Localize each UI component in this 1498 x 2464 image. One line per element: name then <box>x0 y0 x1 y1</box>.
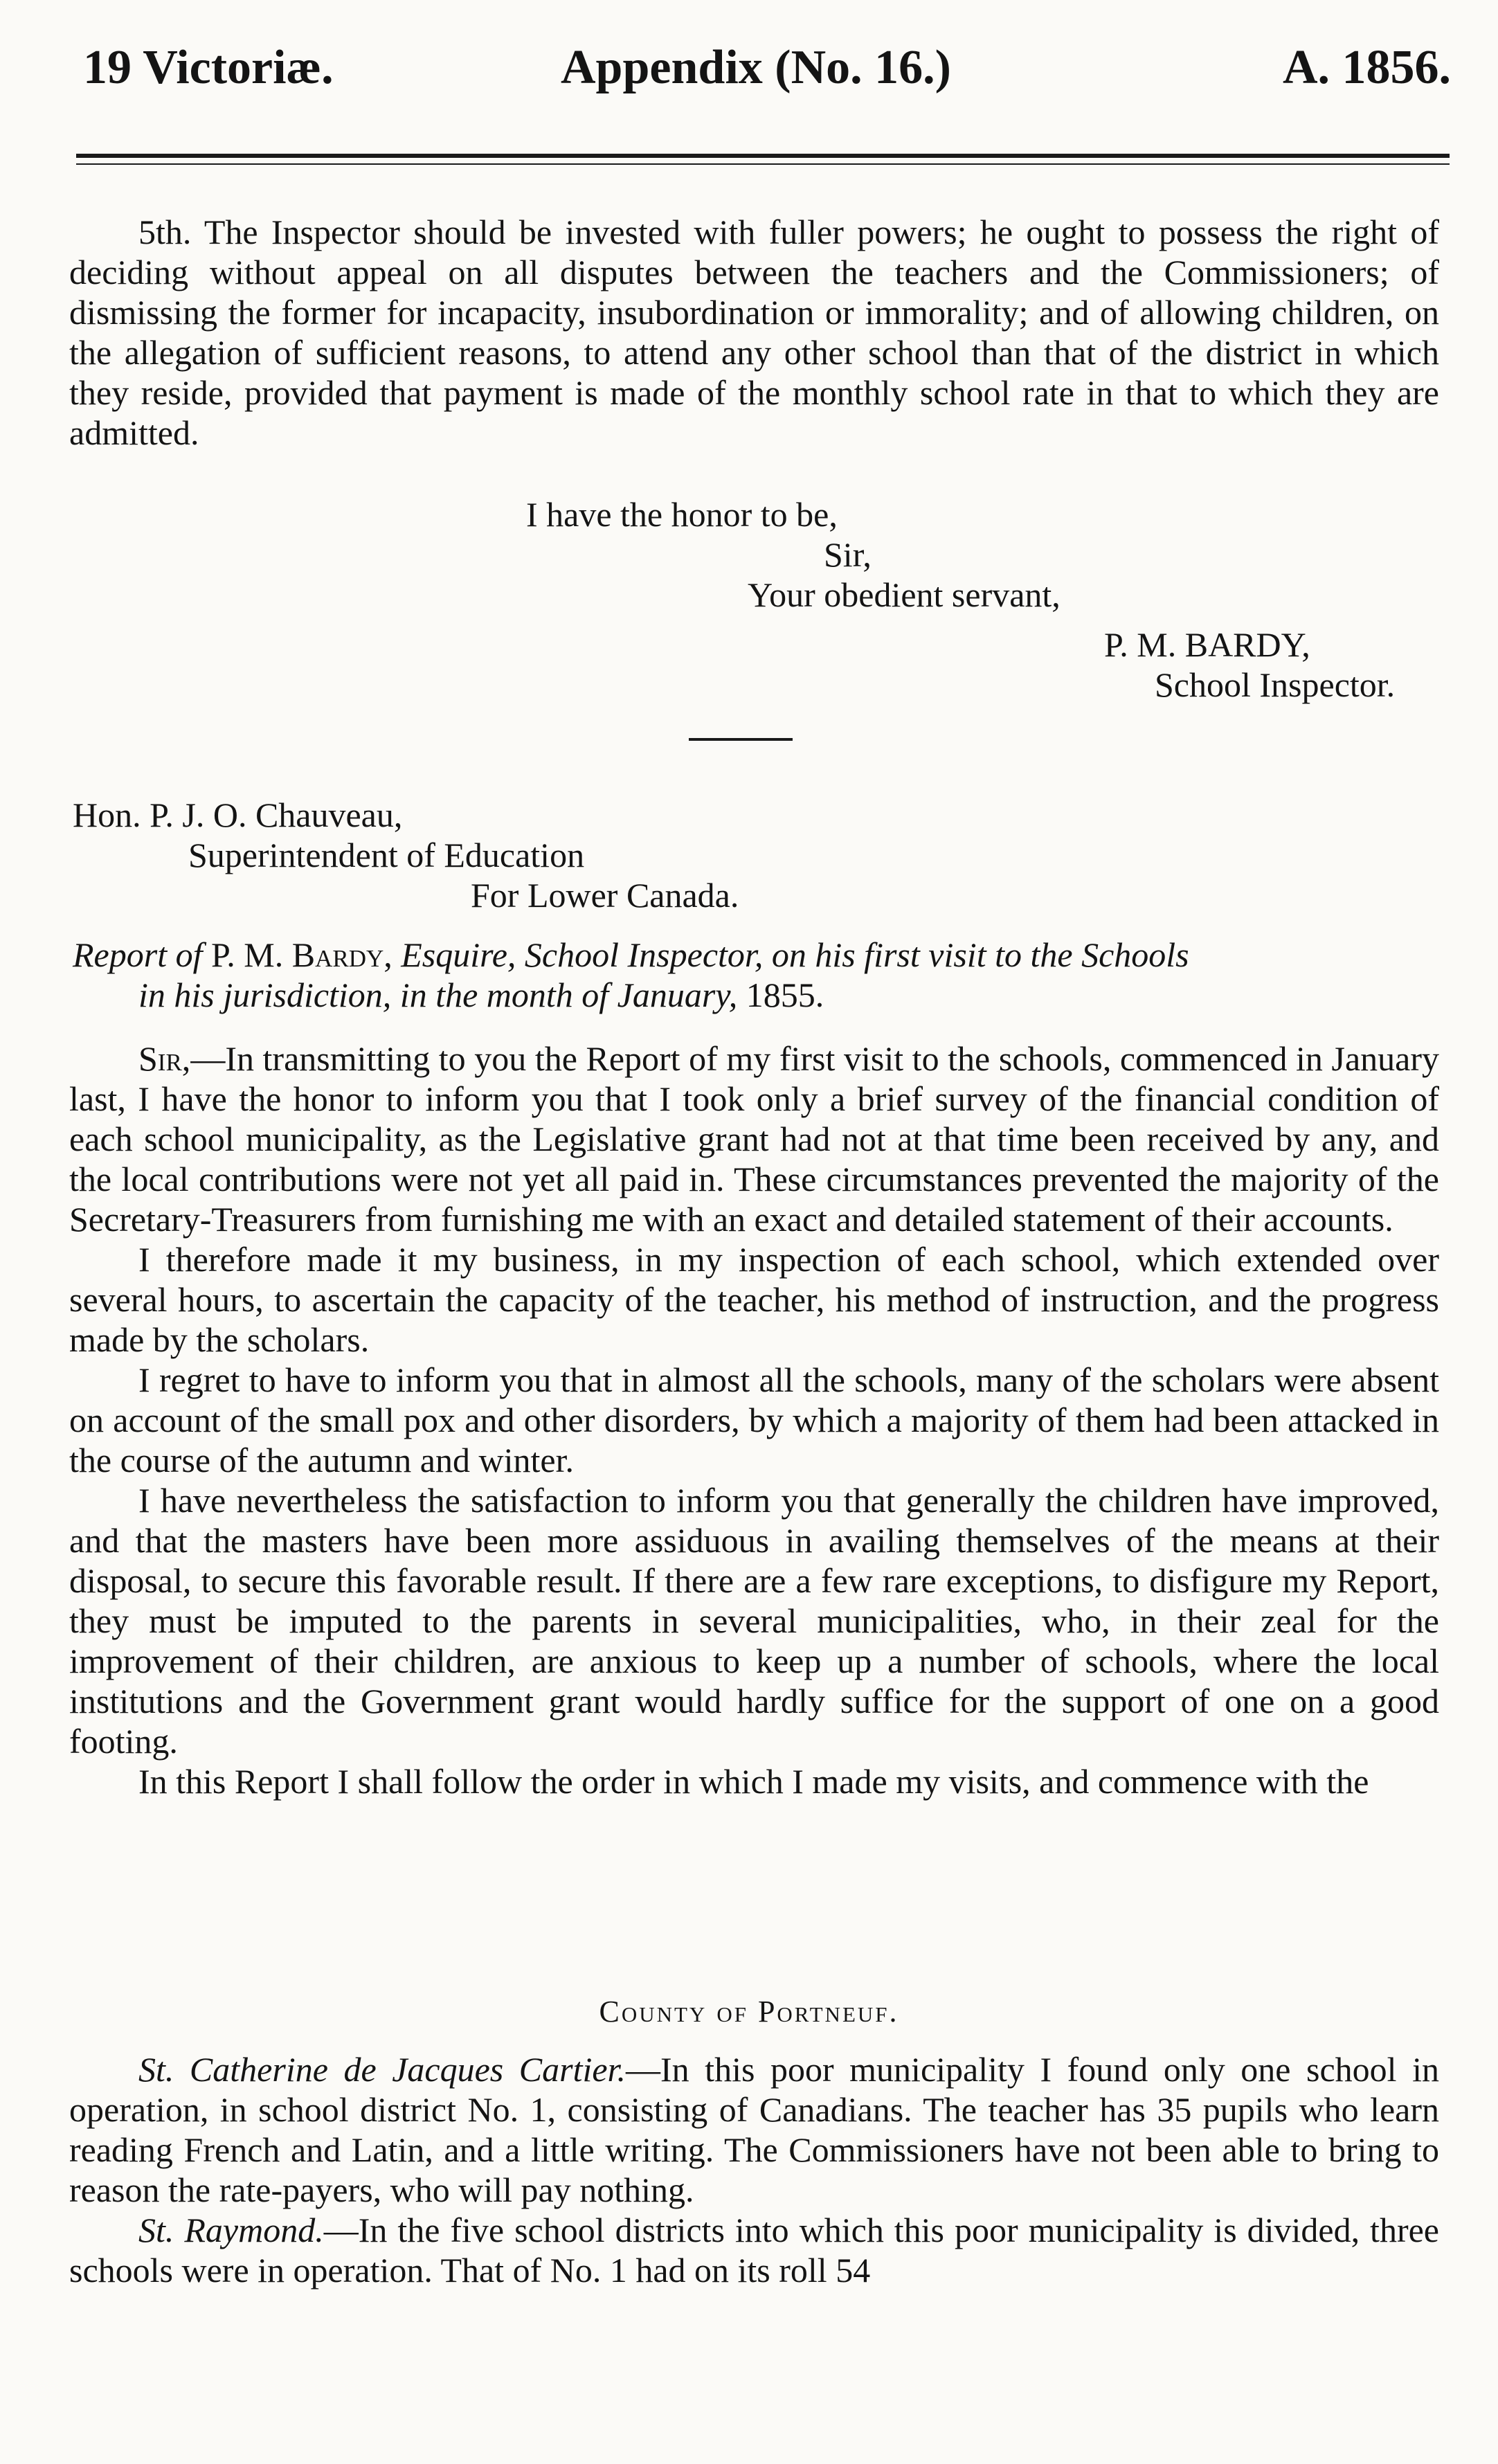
header-appendix: Appendix (No. 16.) <box>561 41 951 94</box>
report-salutation: Sir, <box>138 1039 191 1078</box>
entry-place-name: St. Catherine de Jacques Cartier. <box>138 2050 626 2089</box>
letter-paragraph-text: 5th. The Inspector should be invested with fuller powers; he ought to possess the right of deciding without appeal on all disputes between the teachers and the Commissioners; of dismissing the former for incapacity, insubordination or immorality; and of allowing children, on the allegation of sufficient reasons, to attend any other school than that of the district in which they reside, provided that payment is made of the monthly school rate in that to which they are admitted. <box>69 213 1439 452</box>
header-year: A. 1856. <box>1282 41 1451 94</box>
report-paragraph: I regret to have to inform you that in almost all the schools, many of the scholars were absent on account of the small pox and other disorders, by which a majority of them had been attacked in the course of the autumn and winter. <box>69 1360 1439 1480</box>
report-title-line1 <box>73 935 1189 975</box>
header-session: 19 Victoriæ. <box>83 41 334 94</box>
letter-closing: I have the honor to be, <box>526 495 838 534</box>
report-paragraph: I have nevertheless the satisfaction to inform you that generally the children have improved, and that the masters have been more assiduous in availing themselves of the means at their disposal, to secure this favorable result. If there are a few rare exceptions, to disfigure my Report, they must be imputed to the parents in several municipalities, who, in their zeal for the improvement of their children, are anxious to keep up a number of schools, where the local institutions and the Government grant would hardly suffice for the support of one on a good footing. <box>69 1481 1439 1761</box>
report-title-part: Bardy, <box>291 935 392 974</box>
report-title-part: 1855. <box>746 975 824 1014</box>
report-title-part: Report of <box>73 935 203 974</box>
report-paragraph: I therefore made it my business, in my inspection of each school, which extended over several hours, to ascertain the capacity of the teacher, his method of instruction, and the progress made by the scholars. <box>69 1240 1439 1359</box>
report-paragraph: In this Report I shall follow the order in which I made my visits, and commence with the <box>138 1762 1369 1801</box>
page-header <box>83 40 1451 109</box>
letter-salutation: Sir, <box>824 535 872 574</box>
letter-servant: Your obedient servant, <box>748 575 1061 614</box>
report-paragraph <box>69 1038 1439 1239</box>
addressee-name: Hon. P. J. O. Chauveau, <box>73 795 403 834</box>
entry-text: —In this poor municipality I found only one school in operation, in school district No. 1, consisting of Canadians. The teacher has 35 pupils who learn reading French and Latin, and a little writing. The Commissioners have not been able to bring to reason the rate-payers, who will pay nothing. <box>69 2050 1439 2209</box>
county-entry <box>69 2210 1439 2290</box>
letter-signer: P. M. BARDY, <box>1104 625 1310 664</box>
county-entry <box>69 2049 1439 2210</box>
county-entries <box>69 2049 1439 2290</box>
letter-paragraph-5th <box>69 212 1439 453</box>
report-title-part: in his jurisdiction, in the month of January, <box>138 975 738 1014</box>
report-title-line2 <box>138 975 824 1015</box>
entry-text: —In the five school districts into which this poor municipality is divided, three schools were in operation. That of No. 1 had on its roll 54 <box>69 2211 1439 2290</box>
report-title-part: P. M. <box>210 935 284 974</box>
letter-signer-title: School Inspector. <box>1155 665 1396 704</box>
entry-place-name: St. Raymond. <box>138 2211 324 2249</box>
header-rule-thin <box>76 163 1450 165</box>
report-title-part: Esquire, School Inspector, on his first visit to the Schools <box>401 935 1189 974</box>
report-body <box>69 1038 1439 1801</box>
addressee-role: Superintendent of Education <box>188 836 585 874</box>
header-rule-thick <box>76 154 1450 158</box>
report-paragraph-text: —In transmitting to you the Report of my first visit to the schools, commenced in January last, I have the honor to inform you that I took only a brief survey of the financial condition of each school municipality, as the Legislative grant had not at that time been received by any, and the local contributions were not yet all paid in. These circumstances prevented the majority of the Secretary-Treasurers from furnishing me with an exact and detailed statement of their accounts. <box>69 1039 1439 1239</box>
section-divider <box>689 738 793 741</box>
addressee-region: For Lower Canada. <box>471 876 739 915</box>
county-heading: County of Portneuf. <box>599 1995 899 2029</box>
